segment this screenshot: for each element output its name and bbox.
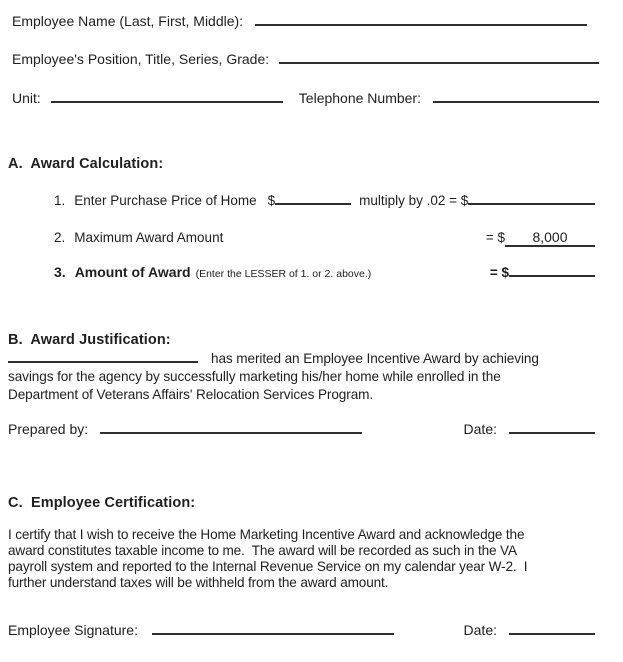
signature-date-blank[interactable] bbox=[509, 632, 595, 635]
prepared-by-label: Prepared by: bbox=[8, 421, 89, 437]
section-a-heading: A. Award Calculation: bbox=[8, 156, 164, 172]
position-blank[interactable] bbox=[279, 61, 599, 64]
certification-line-3 bbox=[8, 559, 527, 576]
prepared-date-blank[interactable] bbox=[509, 431, 595, 434]
position-label: Employee's Position, Title, Series, Grade: bbox=[12, 51, 270, 67]
amount-of-award-blank[interactable] bbox=[509, 274, 595, 277]
amount-of-award-equals: = $ bbox=[489, 265, 509, 280]
justification-text-2: savings for the agency by successfully marketing his/her home while enrolled in the bbox=[8, 369, 501, 384]
max-award-value-blank[interactable]: 8,000 bbox=[505, 229, 595, 247]
position-row bbox=[12, 51, 599, 67]
justification-line-1 bbox=[8, 350, 611, 368]
section-b-heading: B. Award Justification: bbox=[8, 332, 171, 348]
multiply-operator-label: multiply by .02 = $ bbox=[359, 193, 469, 208]
certification-line-1 bbox=[8, 527, 524, 544]
justification-name-blank[interactable] bbox=[8, 360, 198, 363]
employee-name-row bbox=[12, 13, 587, 29]
purchase-price-label: Enter Purchase Price of Home bbox=[74, 193, 257, 208]
section-c-heading-row bbox=[8, 495, 195, 511]
telephone-label: Telephone Number: bbox=[298, 90, 421, 106]
section-a-heading-row bbox=[8, 156, 163, 172]
amount-of-award-label: Amount of Award bbox=[74, 264, 191, 280]
telephone-blank[interactable] bbox=[433, 100, 599, 103]
justification-text-3: Department of Veterans Affairs' Relocation Services Program. bbox=[8, 387, 374, 402]
item-2-number: 2. bbox=[54, 230, 66, 245]
justification-line-3 bbox=[8, 386, 373, 404]
unit-label: Unit: bbox=[12, 90, 41, 106]
prepared-date-label: Date: bbox=[463, 421, 497, 437]
employee-signature-blank[interactable] bbox=[152, 632, 394, 635]
section-c-heading: C. Employee Certification: bbox=[8, 495, 196, 511]
employee-name-label: Employee Name (Last, First, Middle): bbox=[12, 13, 244, 29]
certification-text-1: I certify that I wish to receive the Home Marketing Incentive Award and acknowledge the bbox=[8, 527, 525, 542]
item-1-number: 1. bbox=[54, 193, 66, 208]
certification-line-2 bbox=[8, 543, 517, 560]
employee-signature-row bbox=[8, 622, 595, 638]
max-award-label: Maximum Award Amount bbox=[74, 230, 224, 245]
signature-date-label: Date: bbox=[463, 622, 497, 638]
justification-line-2 bbox=[8, 368, 501, 386]
section-b-heading-row bbox=[8, 332, 171, 348]
award-calc-item-2 bbox=[54, 229, 595, 247]
certification-line-4 bbox=[8, 575, 388, 592]
award-calc-item-3 bbox=[54, 264, 595, 280]
prepared-by-blank[interactable] bbox=[100, 431, 362, 434]
lesser-note: (Enter the LESSER of 1. or 2. above.) bbox=[195, 268, 372, 280]
prepared-by-row bbox=[8, 421, 595, 437]
employee-name-blank[interactable] bbox=[255, 23, 587, 26]
employee-signature-label: Employee Signature: bbox=[8, 622, 138, 638]
purchase-price-blank[interactable] bbox=[275, 202, 351, 205]
certification-text-2: award constitutes taxable income to me. The award will be recorded as such in the VA bbox=[8, 543, 517, 558]
max-award-equals: = $ bbox=[485, 230, 505, 245]
purchase-result-blank[interactable] bbox=[468, 202, 595, 205]
unit-blank[interactable] bbox=[51, 100, 283, 103]
unit-telephone-row bbox=[12, 90, 599, 106]
item-3-number: 3. bbox=[54, 264, 66, 280]
certification-text-4: further understand taxes will be withheld from the award amount. bbox=[8, 575, 389, 590]
award-calc-item-1 bbox=[54, 193, 595, 208]
purchase-price-dollar-sign: $ bbox=[267, 193, 276, 208]
justification-text-1: has merited an Employee Incentive Award by achieving bbox=[211, 351, 539, 366]
certification-text-3: payroll system and reported to the Internal Revenue Service on my calendar year W-2. I bbox=[8, 559, 528, 574]
